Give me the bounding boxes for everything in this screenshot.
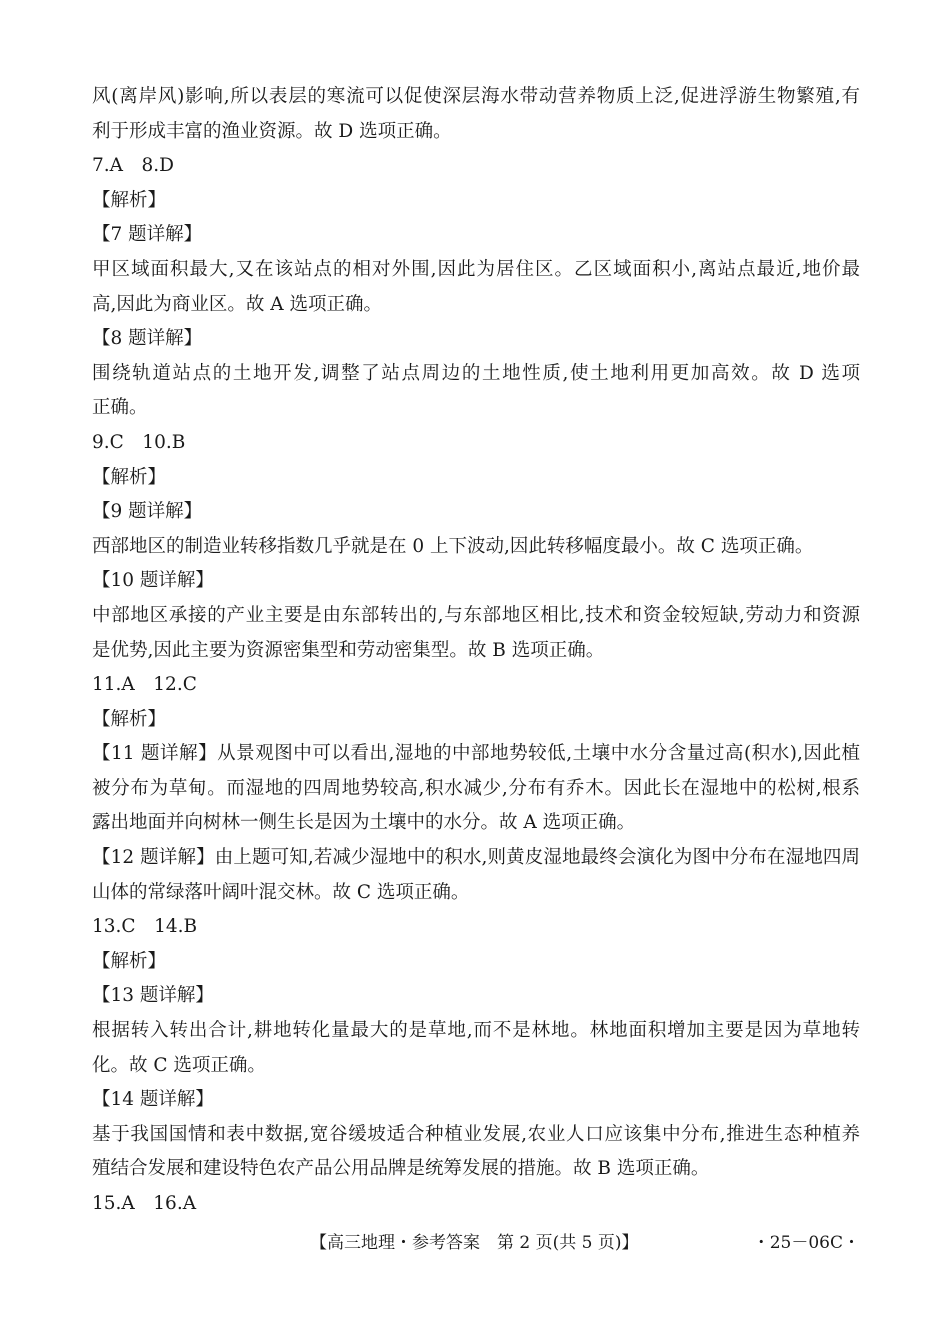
text-line: 殖结合发展和建设特色农产品公用品牌是统筹发展的措施。故 B 选项正确。 bbox=[92, 1158, 710, 1180]
text-line: 围绕轨道站点的土地开发,调整了站点周边的土地性质,使土地利用更加高效。故 D 选项 bbox=[92, 362, 860, 384]
answer-line: 11.A 12.C bbox=[92, 674, 197, 696]
text-line: 高,因此为商业区。故 A 选项正确。 bbox=[92, 293, 383, 315]
text-line: 化。故 C 选项正确。 bbox=[92, 1054, 266, 1076]
answer-line: 15.A 16.A bbox=[92, 1193, 197, 1214]
text-line: 正确。 bbox=[92, 397, 148, 419]
section-heading: 【9 题详解】 bbox=[92, 501, 203, 523]
text-line: 甲区域面积最大,又在该站点的相对外围,因此为居住区。乙区域面积小,离站点最近,地价最 bbox=[92, 258, 860, 280]
answer-line: 9.C 10.B bbox=[92, 431, 186, 453]
text-line: 被分布为草甸。而湿地的四周地势较高,积水减少,分布有乔木。因此长在湿地中的松树,根系 bbox=[92, 777, 860, 799]
text-line: 【12 题详解】由上题可知,若减少湿地中的积水,则黄皮湿地最终会演化为图中分布在湿地四周 bbox=[92, 847, 860, 869]
section-heading: 【7 题详解】 bbox=[92, 224, 203, 246]
section-heading: 【14 题详解】 bbox=[92, 1089, 214, 1111]
text-line: 风(离岸风)影响,所以表层的寒流可以促使深层海水带动营养物质上泛,促进浮游生物繁殖,有 bbox=[92, 86, 860, 107]
text-line: 山体的常绿落叶阔叶混交林。故 C 选项正确。 bbox=[92, 881, 470, 903]
section-heading: 【10 题详解】 bbox=[92, 570, 214, 592]
section-heading: 【解析】 bbox=[92, 466, 167, 488]
text-line: 中部地区承接的产业主要是由东部转出的,与东部地区相比,技术和资金较短缺,劳动力和资源 bbox=[92, 604, 860, 626]
footer-code: ・25－06C・ bbox=[752, 1233, 860, 1253]
text-line: 基于我国国情和表中数据,宽谷缓坡适合种植业发展,农业人口应该集中分布,推进生态种植养 bbox=[92, 1123, 860, 1145]
text-line: 西部地区的制造业转移指数几乎就是在 0 上下波动,因此转移幅度最小。故 C 选项正确。 bbox=[92, 535, 814, 557]
section-heading: 【8 题详解】 bbox=[92, 328, 203, 350]
section-heading: 【解析】 bbox=[92, 950, 167, 972]
text-line: 是优势,因此主要为资源密集型和劳动密集型。故 B 选项正确。 bbox=[92, 639, 605, 661]
text-line: 根据转入转出合计,耕地转化量最大的是草地,而不是林地。林地面积增加主要是因为草地转 bbox=[92, 1020, 860, 1042]
answer-line: 13.C 14.B bbox=[92, 916, 198, 938]
text-line: 露出地面并向树林一侧生长是因为土壤中的水分。故 A 选项正确。 bbox=[92, 812, 636, 834]
section-heading: 【解析】 bbox=[92, 708, 167, 730]
section-heading: 【13 题详解】 bbox=[92, 985, 214, 1007]
footer-title: 【高三地理・参考答案 第 2 页(共 5 页)】 bbox=[310, 1233, 639, 1253]
section-heading: 【解析】 bbox=[92, 189, 167, 211]
answer-text bbox=[92, 80, 860, 1222]
text-line: 利于形成丰富的渔业资源。故 D 选项正确。 bbox=[92, 120, 452, 142]
text-line: 【11 题详解】从景观图中可以看出,湿地的中部地势较低,土壤中水分含量过高(积水),因此植 bbox=[92, 743, 860, 765]
page-footer bbox=[0, 1230, 950, 1256]
answer-line: 7.A 8.D bbox=[92, 155, 174, 177]
